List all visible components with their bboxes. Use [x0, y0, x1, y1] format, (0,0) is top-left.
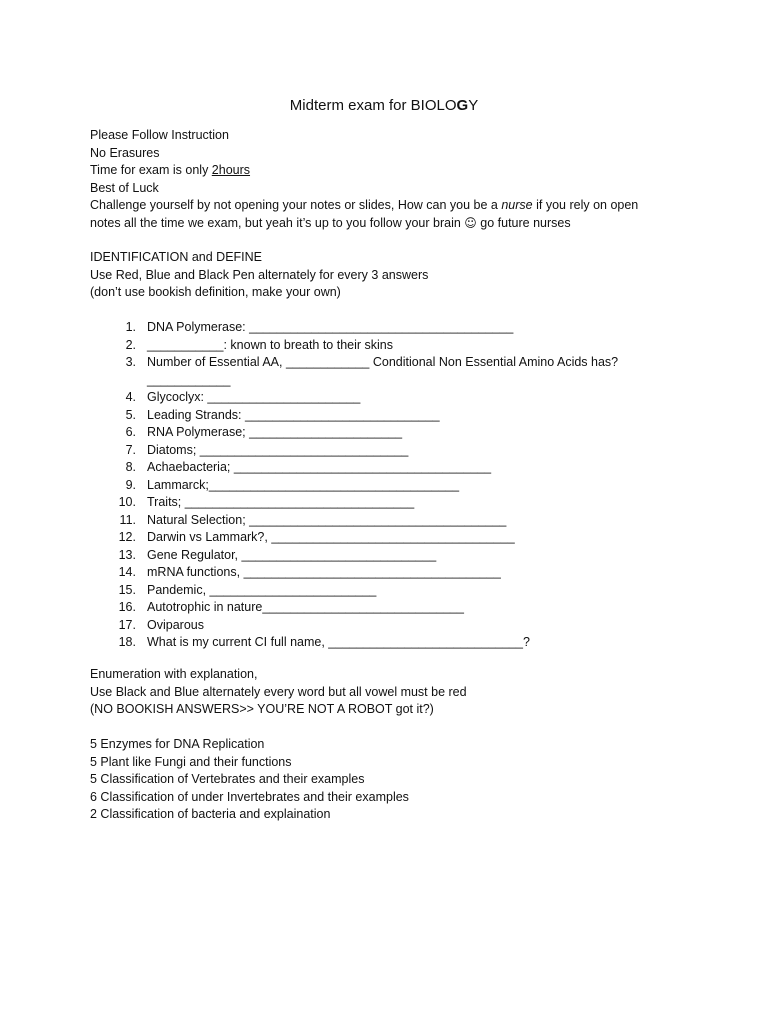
enumeration-list — [90, 736, 690, 824]
identification-item — [112, 477, 652, 495]
title-subject-b: G — [456, 97, 469, 114]
identification-item — [112, 582, 652, 600]
identification-item-text: Gene Regulator, ____________________________ — [147, 547, 437, 562]
identification-item — [112, 494, 652, 512]
enumeration-item: 5 Plant like Fungi and their functions — [90, 754, 292, 769]
identification-item — [112, 634, 652, 652]
instruction-line-3 — [90, 162, 690, 180]
identification-item — [112, 564, 652, 582]
instruction-line-2: No Erasures — [90, 145, 160, 160]
identification-item-text: Oviparous — [147, 617, 204, 632]
enumeration-note: (NO BOOKISH ANSWERS>> YOU’RE NOT A ROBOT got it?) — [90, 702, 434, 716]
identification-item-number: 18. — [118, 635, 136, 649]
identification-item-text: Traits; _________________________________ — [147, 495, 415, 509]
enumeration-heading: Enumeration with explanation, — [90, 667, 258, 681]
identification-item — [112, 442, 652, 460]
identification-item — [112, 407, 652, 425]
identification-item-number: 11. — [119, 512, 136, 527]
instruction-line-5-italic: nurse — [501, 198, 533, 212]
identification-item-number: 9. — [125, 477, 136, 492]
identification-item — [112, 389, 652, 407]
instruction-line-6-b: go future nurses — [476, 215, 571, 230]
instruction-line-6 — [90, 215, 690, 233]
identification-header — [90, 249, 690, 302]
identification-item-text: Lammarck;____________________________________ — [147, 477, 460, 492]
identification-heading: IDENTIFICATION and DEFINE — [90, 250, 263, 264]
identification-item-number: 1. — [125, 320, 136, 334]
identification-rule: Use Red, Blue and Black Pen alternately for every 3 answers — [90, 267, 429, 282]
identification-item-number: 3. — [125, 355, 136, 369]
enumeration-item: 2 Classification of bacteria and explaination — [90, 807, 331, 821]
identification-item-text: RNA Polymerase; ______________________ — [147, 425, 403, 439]
smiley-icon: ☺ — [464, 215, 477, 230]
identification-item — [112, 424, 652, 442]
enumeration-item: 5 Classification of Vertebrates and their examples — [90, 772, 365, 786]
identification-item-number: 13. — [118, 547, 136, 562]
identification-item — [112, 529, 652, 547]
instruction-line-1: Please Follow Instruction — [90, 128, 229, 142]
identification-item-text: Diatoms; ______________________________ — [147, 442, 409, 457]
identification-item-text: Natural Selection; _____________________________________ — [147, 512, 507, 527]
identification-item — [112, 599, 652, 617]
exam-title — [0, 96, 768, 116]
identification-item-text: Leading Strands: ____________________________ — [147, 407, 440, 422]
title-subject-c: Y — [468, 97, 479, 114]
identification-item-number: 16. — [118, 600, 136, 614]
identification-note: (don’t use bookish definition, make your own) — [90, 285, 341, 299]
instructions-block — [90, 127, 690, 232]
identification-item-text: Number of Essential AA, ____________ Conditional Non Essential Amino Acids has? ____________ — [147, 355, 619, 387]
identification-item — [112, 617, 652, 635]
identification-item-number: 2. — [125, 337, 136, 352]
instruction-line-4: Best of Luck — [90, 180, 159, 195]
identification-item-number: 10. — [118, 495, 136, 509]
identification-list — [112, 319, 652, 652]
instruction-line-5 — [90, 197, 690, 215]
enumeration-rule: Use Black and Blue alternately every word but all vowel must be red — [90, 684, 467, 699]
identification-item — [112, 459, 652, 477]
identification-item-number: 8. — [125, 460, 136, 474]
identification-item — [112, 354, 652, 389]
enumeration-item: 5 Enzymes for DNA Replication — [90, 737, 265, 751]
instruction-line-3-prefix: Time for exam is only — [90, 163, 212, 177]
title-subject-a: BIOLO — [410, 97, 457, 114]
identification-item — [112, 337, 652, 355]
identification-item-text: ___________: known to breath to their skins — [147, 337, 394, 352]
instruction-line-6-a: notes all the time we exam, but yeah it’s up to you follow your brain — [90, 215, 465, 230]
identification-item-text: Achaebacteria; _____________________________________ — [147, 460, 492, 474]
identification-item-number: 7. — [125, 442, 136, 457]
instruction-line-3-emphasis: 2hours — [211, 163, 251, 177]
identification-item-text: Darwin vs Lammark?, ___________________________________ — [147, 530, 515, 544]
identification-item — [112, 547, 652, 565]
enumeration-header — [90, 666, 690, 719]
identification-item-text: Glycoclyx: ______________________ — [147, 390, 361, 404]
identification-item — [112, 319, 652, 337]
identification-item-number: 15. — [118, 582, 136, 597]
identification-item-text: DNA Polymerase: ______________________________________ — [147, 320, 514, 334]
identification-item-text: What is my current CI full name, ____________________________? — [147, 635, 530, 649]
identification-item-text: mRNA functions, _____________________________________ — [147, 565, 501, 579]
identification-item-text: Pandemic, ________________________ — [147, 582, 377, 597]
instruction-line-5-b: if you rely on open — [532, 198, 639, 212]
enumeration-item: 6 Classification of under Invertebrates and their examples — [90, 789, 409, 804]
identification-item-text: Autotrophic in nature_____________________________ — [147, 600, 464, 614]
identification-item-number: 6. — [125, 425, 136, 439]
identification-item-number: 4. — [125, 390, 136, 404]
instruction-line-5-a: Challenge yourself by not opening your notes or slides, How can you be a — [90, 198, 502, 212]
title-prefix: Midterm exam for — [289, 97, 411, 114]
identification-item-number: 5. — [125, 407, 136, 422]
identification-item-number: 17. — [118, 617, 136, 632]
identification-item — [112, 512, 652, 530]
identification-item-number: 12. — [118, 530, 136, 544]
identification-item-number: 14. — [118, 565, 136, 579]
